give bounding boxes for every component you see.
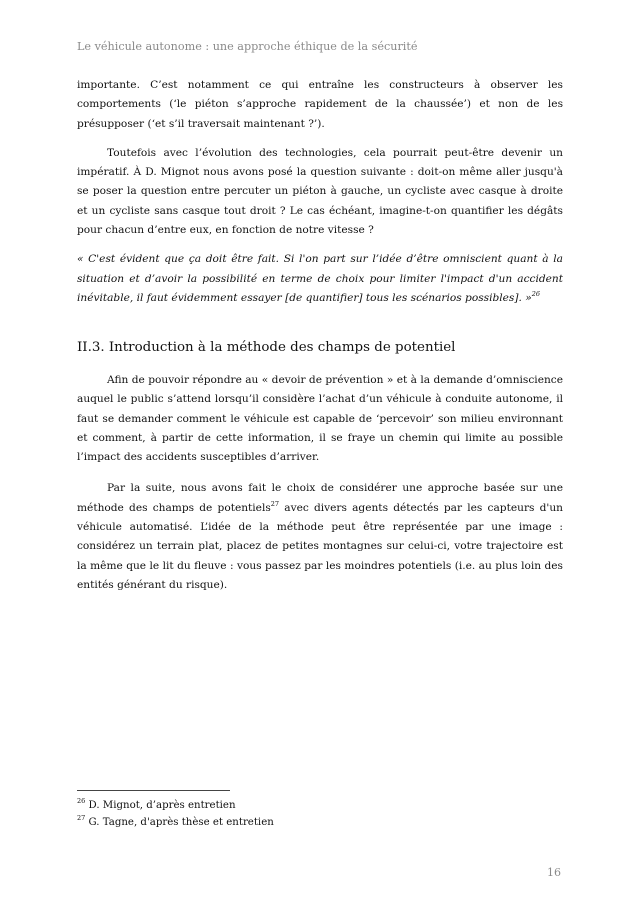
section-body: [77, 371, 563, 595]
quote-text: « C'est évident que ça doit être fait. Si l'on part sur l’idée d’être omniscient quant à la situation et d’avoir la possibilité en terme de choix pour limiter l'impact d'un accident inévitable, il faut évidemment essayer [de quantifier] tous les scénarios possibles]. »: [77, 253, 563, 304]
footnote-number: 27: [77, 814, 86, 822]
footnote-27: [77, 814, 274, 831]
paragraph-continuation: importante. C’est notamment ce qui entraîne les constructeurs à observer les comportements (‘le piéton s’approche rapidement de la chaussée’) et non de les présupposer (‘et s’il traversait maintenant ?’).: [77, 79, 563, 130]
footnote-separator: [77, 790, 230, 791]
interview-quote: [77, 250, 563, 308]
footnote-number: 26: [77, 797, 86, 805]
footnotes: [77, 797, 274, 831]
footnote-26: [77, 797, 274, 814]
paragraph-potential-fields: [77, 479, 563, 595]
footnote-ref-27[interactable]: 27: [270, 499, 280, 508]
paragraph-prevention: Afin de pouvoir répondre au « devoir de prévention » et à la demande d’omniscience auquel le public s’attend lorsqu’il considère l’achat d’un véhicule à conduite autonome, il faut se demander comment le véhicule est capable de ‘percevoir’ son milieu environnant et comment, à partir de cette information, il se fraye un chemin qui limite au possible l’impact des accidents susceptibles d’arriver.: [77, 374, 563, 464]
footnote-text: D. Mignot, d’après entretien: [85, 800, 236, 811]
paragraph-mignot-question: Toutefois avec l’évolution des technologies, cela pourrait peut-être devenir un impératif. À D. Mignot nous avons posé la question suivante : doit-on même aller jusqu'à se poser la question entre percuter un piéton à gauche, un cycliste avec casque à droite et un cycliste sans casque tout droit ? Le cas échéant, imagine-t-on quantifier les dégâts pour chacun d’entre eux, en fonction de notre vitesse ?: [77, 146, 563, 237]
footnote-text: G. Tagne, d'après thèse et entretien: [85, 817, 274, 828]
footnote-ref-26[interactable]: 26: [531, 289, 540, 298]
paragraph-text-a: Par la suite, nous avons fait le choix de considérer une approche basée sur une méthode des champs de potentiels: [77, 482, 563, 514]
section-heading: II.3. Introduction à la méthode des champs de potentiel: [77, 340, 456, 355]
paragraph-text-b: avec divers agents détectés par les capteurs d'un véhicule automatisé. L’idée de la méthode peut être représentée par une image : considérez un terrain plat, placez de petites montagnes sur celui-ci, votre trajectoire est la même que le lit du fleuve : vous passez par les moindres potentiels (i.e. au plus loin des entités générant du risque).: [77, 501, 563, 591]
page-number: 16: [547, 866, 561, 879]
running-header: Le véhicule autonome : une approche éthique de la sécurité: [77, 40, 418, 53]
body-text: [77, 76, 563, 308]
